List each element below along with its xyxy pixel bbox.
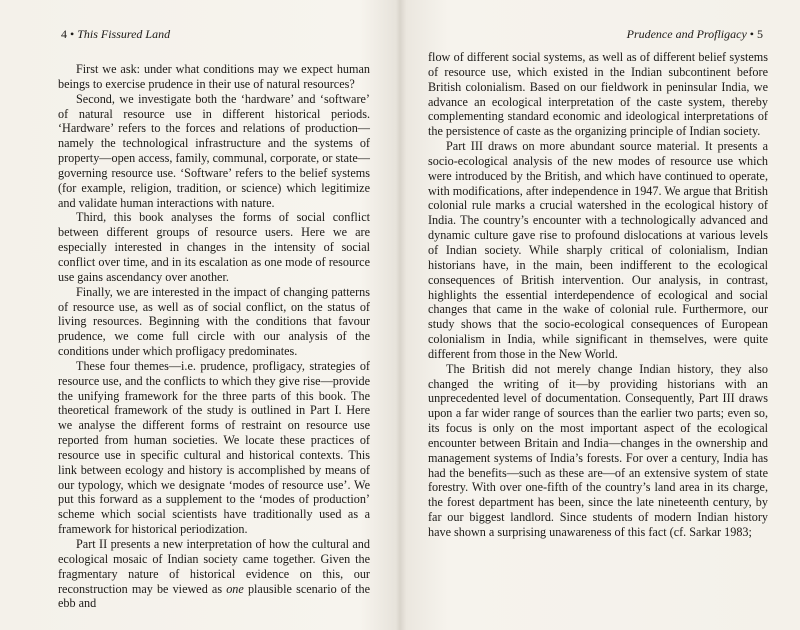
paragraph: These four themes—i.e. prudence, profligacy, strategies of resource use, and the conflicts to which they give rise—provide the unifying framework for the three parts of this book. The theoretical framework of the study is outlined in Part I. Here we analyse the different forms of restraint on resource use reported from human societies. We locate these practices of resource use in specific cultural and historical contexts. This link between ecology and history is accomplished by means of our typology, which we designate ‘modes of resource use’. We put this forward as a supplement to the ‘modes of production’ scheme which social scientists have traditionally used as a framework for historical periodization. [58, 358, 370, 537]
paragraph: First we ask: under what conditions may we expect human beings to exercise prudence in their use of natural resources? [58, 62, 370, 91]
paragraph: Third, this book analyses the forms of social conflict between different groups of resource users. Here we are especially interested in changes in the intensity of social conflict over time, and in its escalation as one mode of resource use gains ascendancy over another. [58, 210, 370, 284]
header-separator: • [70, 27, 75, 41]
page-number: 4 [61, 27, 67, 41]
paragraph: Finally, we are interested in the impact of changing patterns of resource use, as well as of social conflict, on the status of living resources. Beginning with the conditions that favour prudence, we come full circle with our analysis of the conditions under which profligacy predominates. [58, 284, 370, 359]
running-header-right [627, 27, 763, 42]
paragraph [58, 537, 370, 611]
left-page-body [58, 62, 370, 611]
emphasis: one [226, 581, 244, 596]
running-header-left [61, 27, 170, 42]
page-number: 5 [757, 27, 763, 41]
header-separator: • [749, 27, 754, 41]
right-page-body [428, 50, 768, 540]
paragraph-text: plausible scenario of the ebb and [58, 581, 370, 611]
paragraph: The British did not merely change Indian history, they also changed the writing of it—by providing historians with an unprecedented level of documentation. Consequently, Part III draws upon a far wider range of sources than the earlier two parts; even so, its focus is only on the most important aspect of the ecological encounter between Britain and India—changes in the ownership and management systems of India’s forests. For over a century, India has had the benefits—such as these are—of an extensive system of state forestry. With over one-fifth of the country’s land area in its charge, the forest department has been, since the late nineteenth century, by far our biggest landlord. Since students of modern Indian history have shown a surprising unawareness of this fact (cf. Sarkar 1983; [428, 361, 768, 539]
paragraph: Part III draws on more abundant source material. It presents a socio-ecological analysis of the new modes of resource use which were introduced by the British, and which have continued to operate, with modifications, after independence in 1947. We argue that British colonial rule marks a crucial watershed in the ecological history of India. The country’s encounter with a technologically advanced and dynamic culture gave rise to profound dislocations at various levels of Indian society. While sharply critical of colonialism, Indian historians have, in the main, been indifferent to the ecological consequences of British intervention. Our analysis, in contrast, highlights the essential interdependence of ecological and social changes that came in the wake of colonial rule. Furthermore, our study shows that the socio-ecological consequences of European colonialism in India, while significant in themselves, were quite different from those in the New World. [428, 139, 768, 361]
book-title: This Fissured Land [77, 27, 171, 41]
paragraph-text: Part II presents a new interpretation of how the cultural and ecological mosaic of Indian society came together. Given the fragmentary nature of historical evidence on this, our reconstruction may be viewed as [58, 537, 370, 596]
continued-paragraph: flow of different social systems, as well as of different belief systems of resource use, which existed in the Indian subcontinent before British colonialism. Based on our fieldwork in peninsular India, we advance an ecological interpretation of the caste system, thereby complementing standard economic and ideological interpretations of the persistence of caste as the organizing principle of Indian society. [428, 50, 768, 139]
chapter-title: Prudence and Profligacy [626, 27, 747, 41]
right-page [400, 0, 800, 630]
paragraph: Second, we investigate both the ‘hardware’ and ‘software’ of natural resource use in different historical periods. ‘Hardware’ refers to the forces and relations of production—namely the technological infrastructure and the systems of property—open access, family, communal, corporate, or state—governing resource use. ‘Software’ refers to the belief systems (for example, religion, tradition, or science) which legitimize and validate human interactions with nature. [58, 91, 370, 210]
